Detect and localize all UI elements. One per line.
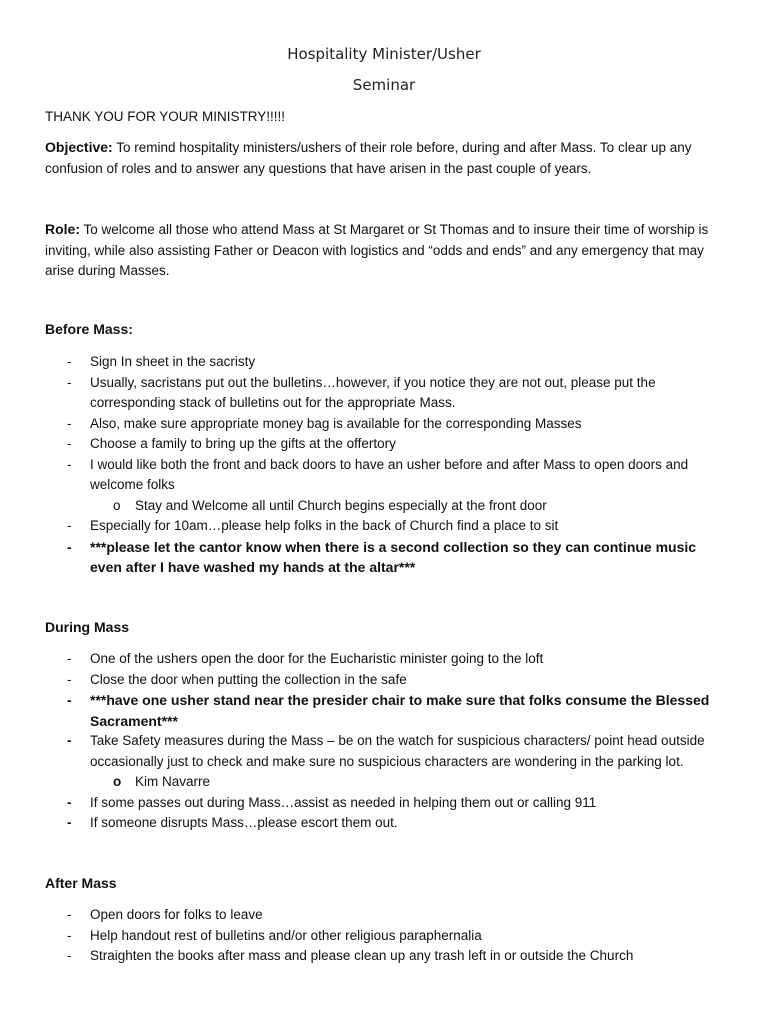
during-mass-heading: During Mass (45, 619, 130, 635)
list-item-emphasis: - ***have one usher stand near the presider chair to make sure that folks consume the Blessed Sacrament*** (67, 692, 710, 729)
objective-text: To remind hospitality ministers/ushers of their role before, during and after Mass. To clear up any confusion of roles and to answer any questions that have arisen in the past couple of years. (45, 140, 692, 176)
objective-label: Objective: (45, 139, 113, 155)
during-mass-list (45, 649, 725, 834)
objective-paragraph (45, 137, 725, 179)
list-item: - Open doors for folks to leave (67, 907, 263, 922)
list-item: - Close the door when putting the collection in the safe (67, 671, 407, 687)
role-label: Role: (45, 221, 80, 237)
list-item: - If some passes out during Mass…assist as needed in helping them out or calling 911 (67, 794, 597, 810)
list-subitem: o Stay and Welcome all until Church begins especially at the front door (113, 497, 547, 513)
list-item: - Usually, sacristans put out the bulletins…however, if you notice they are not out, please put the corresponding stack of bulletins out for the appropriate Mass. (67, 374, 656, 410)
list-item: - One of the ushers open the door for the Eucharistic minister going to the loft (67, 651, 544, 666)
list-item: - Help handout rest of bulletins and/or other religious paraphernalia (67, 927, 482, 943)
role-paragraph (45, 219, 725, 282)
before-mass-heading: Before Mass: (45, 321, 133, 337)
after-mass-list (45, 905, 725, 967)
list-item: - Take Safety measures during the Mass – be on the watch for suspicious characters/ point head outside occasionally just to check and make sure no suspicious characters are wondering in the parking lot. (67, 733, 705, 769)
list-item: - Choose a family to bring up the gifts at the offertory (67, 436, 396, 451)
list-item: - I would like both the front and back doors to have an usher before and after Mass to open doors and welcome folks (67, 456, 689, 492)
list-item: - Especially for 10am…please help folks in the back of Church find a place to sit (67, 518, 559, 533)
list-item: - Straighten the books after mass and please clean up any trash left in or outside the Church (67, 948, 634, 963)
list-item: - Sign In sheet in the sacristy (67, 354, 256, 369)
role-text: To welcome all those who attend Mass at St Margaret or St Thomas and to insure their time of worship is inviting, while also assisting Father or Deacon with logistics and “odds and ends” and any emergency that may arise during Masses. (45, 222, 709, 278)
document-title: Hospitality Minister/Usher (287, 45, 481, 63)
list-item: - Also, make sure appropriate money bag is available for the corresponding Masses (67, 415, 582, 431)
document-subtitle: Seminar (352, 76, 416, 94)
list-item: - If someone disrupts Mass…please escort them out. (67, 815, 398, 830)
thank-you-line: THANK YOU FOR YOUR MINISTRY!!!!! (45, 109, 286, 124)
list-subitem: o Kim Navarre (113, 774, 211, 789)
before-mass-list (45, 352, 725, 578)
after-mass-heading: After Mass (45, 875, 117, 891)
list-item-emphasis: - ***please let the cantor know when there is a second collection so they can continue music even after I have washed my hands at the altar*** (67, 538, 697, 575)
